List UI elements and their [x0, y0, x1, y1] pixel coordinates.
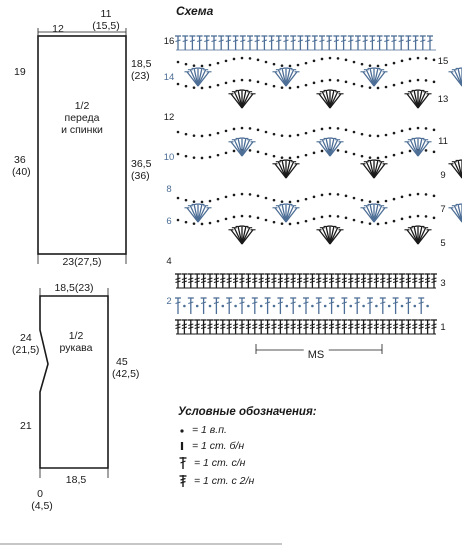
chain-dot: [265, 83, 268, 86]
chain-dot: [353, 131, 356, 134]
chain-dot: [177, 153, 180, 156]
chain-dot: [297, 156, 300, 159]
chain-dot: [241, 215, 244, 218]
chain-dot: [345, 59, 348, 62]
chain-dot: [401, 196, 404, 199]
legend-item-chain: = 1 в.п.: [178, 424, 227, 436]
chain-dot: [345, 151, 348, 154]
chain-dot: [247, 305, 250, 308]
chain-dot: [289, 65, 292, 68]
legend-item-sc: = 1 ст. б/н: [178, 440, 244, 452]
chain-dot: [433, 129, 436, 132]
chain-dot: [193, 64, 196, 67]
chain-dot: [409, 128, 412, 131]
chain-dot: [361, 133, 364, 136]
chain-dot: [425, 127, 428, 130]
chain-dot: [177, 61, 180, 64]
chain-dot: [311, 305, 314, 308]
chain-dot: [273, 305, 276, 308]
chain-dot: [377, 157, 380, 160]
chain-dot: [273, 133, 276, 136]
chain-dot: [385, 200, 388, 203]
chain-dot: [177, 131, 180, 134]
sleeve-left-upper-alt: (21,5): [12, 344, 40, 356]
row-number-right: 9: [440, 170, 446, 181]
chain-dot: [185, 221, 188, 224]
repeat-label: MS: [304, 349, 329, 361]
chain-dot: [249, 57, 252, 60]
chain-dot: [385, 134, 388, 137]
chain-dot: [321, 216, 324, 219]
chain-dot: [225, 82, 228, 85]
chain-dot: [217, 154, 220, 157]
chain-dot: [183, 305, 186, 308]
chain-dot: [265, 219, 268, 222]
row-number-right: 7: [440, 204, 446, 215]
chain-dot: [361, 63, 364, 66]
chain-dot: [353, 197, 356, 200]
chain-dot: [249, 79, 252, 82]
chain-dot: [233, 128, 236, 131]
chain-dot: [377, 87, 380, 90]
chain-dot: [377, 135, 380, 138]
chain-dot: [345, 129, 348, 132]
chain-dot: [281, 156, 284, 159]
chain-dot: [233, 150, 236, 153]
chain-dot: [289, 87, 292, 90]
chain-dot: [361, 155, 364, 158]
chain-dot: [377, 201, 380, 204]
chain-dot: [324, 305, 327, 308]
chain-dot: [241, 127, 244, 130]
chain-dot: [345, 81, 348, 84]
dc-icon: [178, 456, 188, 470]
chain-dot: [265, 131, 268, 134]
chain-dot: [225, 218, 228, 221]
chain-dot: [361, 199, 364, 202]
chain-dot: [257, 59, 260, 62]
chain-dot: [362, 305, 365, 308]
chain-dot: [281, 86, 284, 89]
chain-dot: [305, 62, 308, 65]
chain-dot: [281, 64, 284, 67]
chain-dot: [345, 195, 348, 198]
chain-dot: [417, 127, 420, 130]
chain-dot: [393, 220, 396, 223]
chain-dot: [321, 150, 324, 153]
chain-dot: [225, 152, 228, 155]
chain-dot: [337, 79, 340, 82]
row-number-left: 12: [163, 112, 175, 123]
chain-dot: [289, 201, 292, 204]
chain-dot: [409, 58, 412, 61]
chain-dot: [433, 217, 436, 220]
chain-dot: [225, 130, 228, 133]
chain-dot: [201, 135, 204, 138]
chain-dot: [209, 64, 212, 67]
body-center-line3: и спинки: [61, 124, 103, 136]
chain-dot: [353, 61, 356, 64]
body-right-upper-alt: (23): [131, 70, 150, 82]
chain-dot: [329, 127, 332, 130]
chain-dot: [329, 79, 332, 82]
chain-dot: [273, 63, 276, 66]
chain-dot: [401, 60, 404, 63]
chain-dot: [329, 57, 332, 60]
chain-dot: [209, 134, 212, 137]
row-number-right: 13: [437, 94, 449, 105]
chain-dot: [337, 193, 340, 196]
chain-dot: [313, 218, 316, 221]
chain-dot: [260, 305, 263, 308]
chain-dot: [193, 222, 196, 225]
chain-dot: [273, 199, 276, 202]
chain-dot: [233, 216, 236, 219]
chain-dot: [225, 60, 228, 63]
chain-dot: [321, 194, 324, 197]
chain-dot: [249, 193, 252, 196]
chain-dot: [217, 198, 220, 201]
row-number-right: 11: [438, 136, 448, 147]
sleeve-bottom-measure: 18,5: [65, 474, 87, 486]
chain-dot: [433, 81, 436, 84]
scheme-title: Схема: [176, 4, 214, 18]
chain-dot: [249, 127, 252, 130]
chain-dot: [401, 218, 404, 221]
chain-dot: [385, 86, 388, 89]
row-number-left: 6: [166, 216, 172, 227]
sleeve-bottom-left-alt: (4,5): [31, 500, 53, 512]
tr-icon: [178, 474, 188, 488]
chain-dot: [393, 154, 396, 157]
sleeve-center-line2: рукава: [59, 342, 93, 354]
chain-dot: [385, 156, 388, 159]
body-top-right-alt: (15,5): [92, 20, 120, 32]
chain-dot: [289, 135, 292, 138]
dot-chain-icon: [178, 425, 186, 435]
chain-dot: [297, 222, 300, 225]
body-left-upper-measure: 19: [14, 66, 26, 78]
chain-dot: [209, 156, 212, 159]
chain-dot: [313, 196, 316, 199]
chain-dot: [425, 79, 428, 82]
chain-dot: [177, 197, 180, 200]
chain-dot: [393, 198, 396, 201]
chain-dot: [185, 199, 188, 202]
chain-dot: [249, 215, 252, 218]
chain-dot: [185, 63, 188, 66]
body-right-upper-measure: 18,5: [131, 58, 152, 70]
chain-dot: [273, 221, 276, 224]
chain-dot: [257, 195, 260, 198]
chain-dot: [401, 130, 404, 133]
chain-dot: [417, 79, 420, 82]
chain-dot: [297, 64, 300, 67]
row-number-right: 1: [440, 322, 446, 333]
chain-dot: [249, 149, 252, 152]
chain-dot: [313, 60, 316, 63]
chain-dot: [297, 200, 300, 203]
chain-dot: [425, 193, 428, 196]
chain-dot: [289, 223, 292, 226]
chain-dot: [273, 155, 276, 158]
chain-dot: [209, 222, 212, 225]
chain-dot: [337, 305, 340, 308]
chain-dot: [409, 150, 412, 153]
chain-dot: [297, 134, 300, 137]
body-top-left-measure: 12: [52, 23, 64, 35]
chain-dot: [337, 215, 340, 218]
chain-dot: [337, 57, 340, 60]
row-number-left: 14: [163, 72, 175, 83]
chain-dot: [305, 154, 308, 157]
chain-dot: [345, 217, 348, 220]
chain-dot: [298, 305, 301, 308]
row-number-left: 8: [166, 184, 172, 195]
row-number-right: 5: [440, 238, 446, 249]
chain-dot: [329, 215, 332, 218]
body-center-line2: переда: [64, 112, 100, 124]
body-right-lower-measure: 36,5: [131, 158, 152, 170]
chain-dot: [401, 152, 404, 155]
chain-dot: [305, 220, 308, 223]
chain-dot: [217, 220, 220, 223]
chain-dot: [433, 195, 436, 198]
chain-dot: [241, 79, 244, 82]
legend-title: Условные обозначения:: [178, 406, 317, 418]
chain-dot: [393, 84, 396, 87]
chain-dot: [233, 80, 236, 83]
chain-dot: [425, 57, 428, 60]
legend-item-dc: = 1 ст. с/н: [178, 456, 245, 470]
body-left-lower-measure: 36: [14, 154, 26, 166]
chain-dot: [417, 57, 420, 60]
chain-dot: [286, 305, 289, 308]
row-number-left: 10: [163, 152, 175, 163]
chain-dot: [265, 197, 268, 200]
chain-dot: [388, 305, 391, 308]
chain-dot: [433, 59, 436, 62]
chain-dot: [409, 80, 412, 83]
chain-dot: [257, 217, 260, 220]
chain-dot: [193, 200, 196, 203]
chain-dot: [313, 82, 316, 85]
chain-dot: [193, 134, 196, 137]
chain-dot: [289, 157, 292, 160]
chain-dot: [361, 85, 364, 88]
chain-dot: [321, 80, 324, 83]
chain-dot: [409, 216, 412, 219]
row-number-right: 3: [440, 278, 446, 289]
chain-dot: [225, 196, 228, 199]
chain-dot: [281, 134, 284, 137]
sleeve-right-alt: (42,5): [112, 368, 140, 380]
chain-dot: [209, 200, 212, 203]
chain-dot: [201, 65, 204, 68]
sc-icon: [178, 440, 186, 452]
chain-dot: [281, 200, 284, 203]
chain-dot: [369, 156, 372, 159]
chain-dot: [401, 82, 404, 85]
chain-dot: [177, 219, 180, 222]
chain-dot: [185, 85, 188, 88]
body-right-lower-alt: (36): [131, 170, 150, 182]
chain-dot: [222, 305, 225, 308]
chain-dot: [369, 200, 372, 203]
chain-dot: [265, 61, 268, 64]
chain-dot: [241, 193, 244, 196]
chain-dot: [369, 222, 372, 225]
chain-dot: [409, 194, 412, 197]
chain-dot: [297, 86, 300, 89]
chain-dot: [425, 215, 428, 218]
legend-item-tr: = 1 ст. с 2/н: [178, 474, 254, 488]
chain-dot: [217, 62, 220, 65]
chain-dot: [350, 305, 353, 308]
chain-dot: [177, 83, 180, 86]
chain-dot: [185, 133, 188, 136]
chain-dot: [426, 305, 429, 308]
sleeve-left-lower-measure: 21: [20, 420, 32, 432]
chain-dot: [401, 305, 404, 308]
chain-dot: [393, 62, 396, 65]
row-number-left: 16: [163, 36, 175, 47]
sleeve-bottom-left-measure: 0: [37, 488, 43, 500]
body-top-right-measure: 11: [100, 8, 112, 20]
chain-dot: [233, 194, 236, 197]
chain-dot: [353, 153, 356, 156]
chain-dot: [257, 151, 260, 154]
chain-dot: [369, 64, 372, 67]
chain-dot: [257, 129, 260, 132]
chain-dot: [377, 223, 380, 226]
chain-dot: [433, 151, 436, 154]
chain-dot: [305, 84, 308, 87]
chain-dot: [321, 58, 324, 61]
chain-dot: [257, 81, 260, 84]
chain-dot: [385, 222, 388, 225]
body-center-title: 1/2: [74, 100, 90, 112]
chain-dot: [209, 86, 212, 89]
chain-dot: [201, 201, 204, 204]
chain-dot: [305, 132, 308, 135]
chain-dot: [417, 215, 420, 218]
chain-dot: [393, 132, 396, 135]
chain-dot: [217, 132, 220, 135]
sleeve-top-measure: 18,5(23): [54, 282, 94, 294]
chain-dot: [375, 305, 378, 308]
chain-dot: [414, 305, 417, 308]
sleeve-left-upper-measure: 24: [20, 332, 32, 344]
chain-dot: [305, 198, 308, 201]
chain-dot: [265, 153, 268, 156]
chain-dot: [313, 152, 316, 155]
sleeve-center-title: 1/2: [68, 330, 84, 342]
chain-dot: [201, 223, 204, 226]
chain-dot: [234, 305, 237, 308]
chain-dot: [369, 134, 372, 137]
chain-dot: [209, 305, 212, 308]
row-number-left: 4: [166, 256, 172, 267]
chain-dot: [233, 58, 236, 61]
chain-dot: [185, 155, 188, 158]
chain-dot: [201, 157, 204, 160]
chain-dot: [417, 193, 420, 196]
chain-dot: [241, 57, 244, 60]
chain-dot: [337, 149, 340, 152]
row-number-left: 2: [166, 296, 172, 307]
chain-dot: [353, 83, 356, 86]
row-number-right: 15: [437, 56, 449, 67]
chain-dot: [337, 127, 340, 130]
chain-dot: [385, 64, 388, 67]
chain-dot: [193, 86, 196, 89]
chain-dot: [321, 128, 324, 131]
chain-dot: [329, 193, 332, 196]
sleeve-right-measure: 45: [116, 356, 128, 368]
chain-dot: [361, 221, 364, 224]
chain-dot: [217, 84, 220, 87]
body-bottom-measure: 23(27,5): [62, 256, 102, 268]
chain-dot: [369, 86, 372, 89]
chain-dot: [193, 156, 196, 159]
chain-dot: [313, 130, 316, 133]
chain-dot: [281, 222, 284, 225]
chain-dot: [201, 87, 204, 90]
chain-dot: [353, 219, 356, 222]
chain-dot: [196, 305, 199, 308]
chain-dot: [377, 65, 380, 68]
body-left-lower-alt: (40): [12, 166, 31, 178]
chain-dot: [273, 85, 276, 88]
chain-dot: [425, 149, 428, 152]
